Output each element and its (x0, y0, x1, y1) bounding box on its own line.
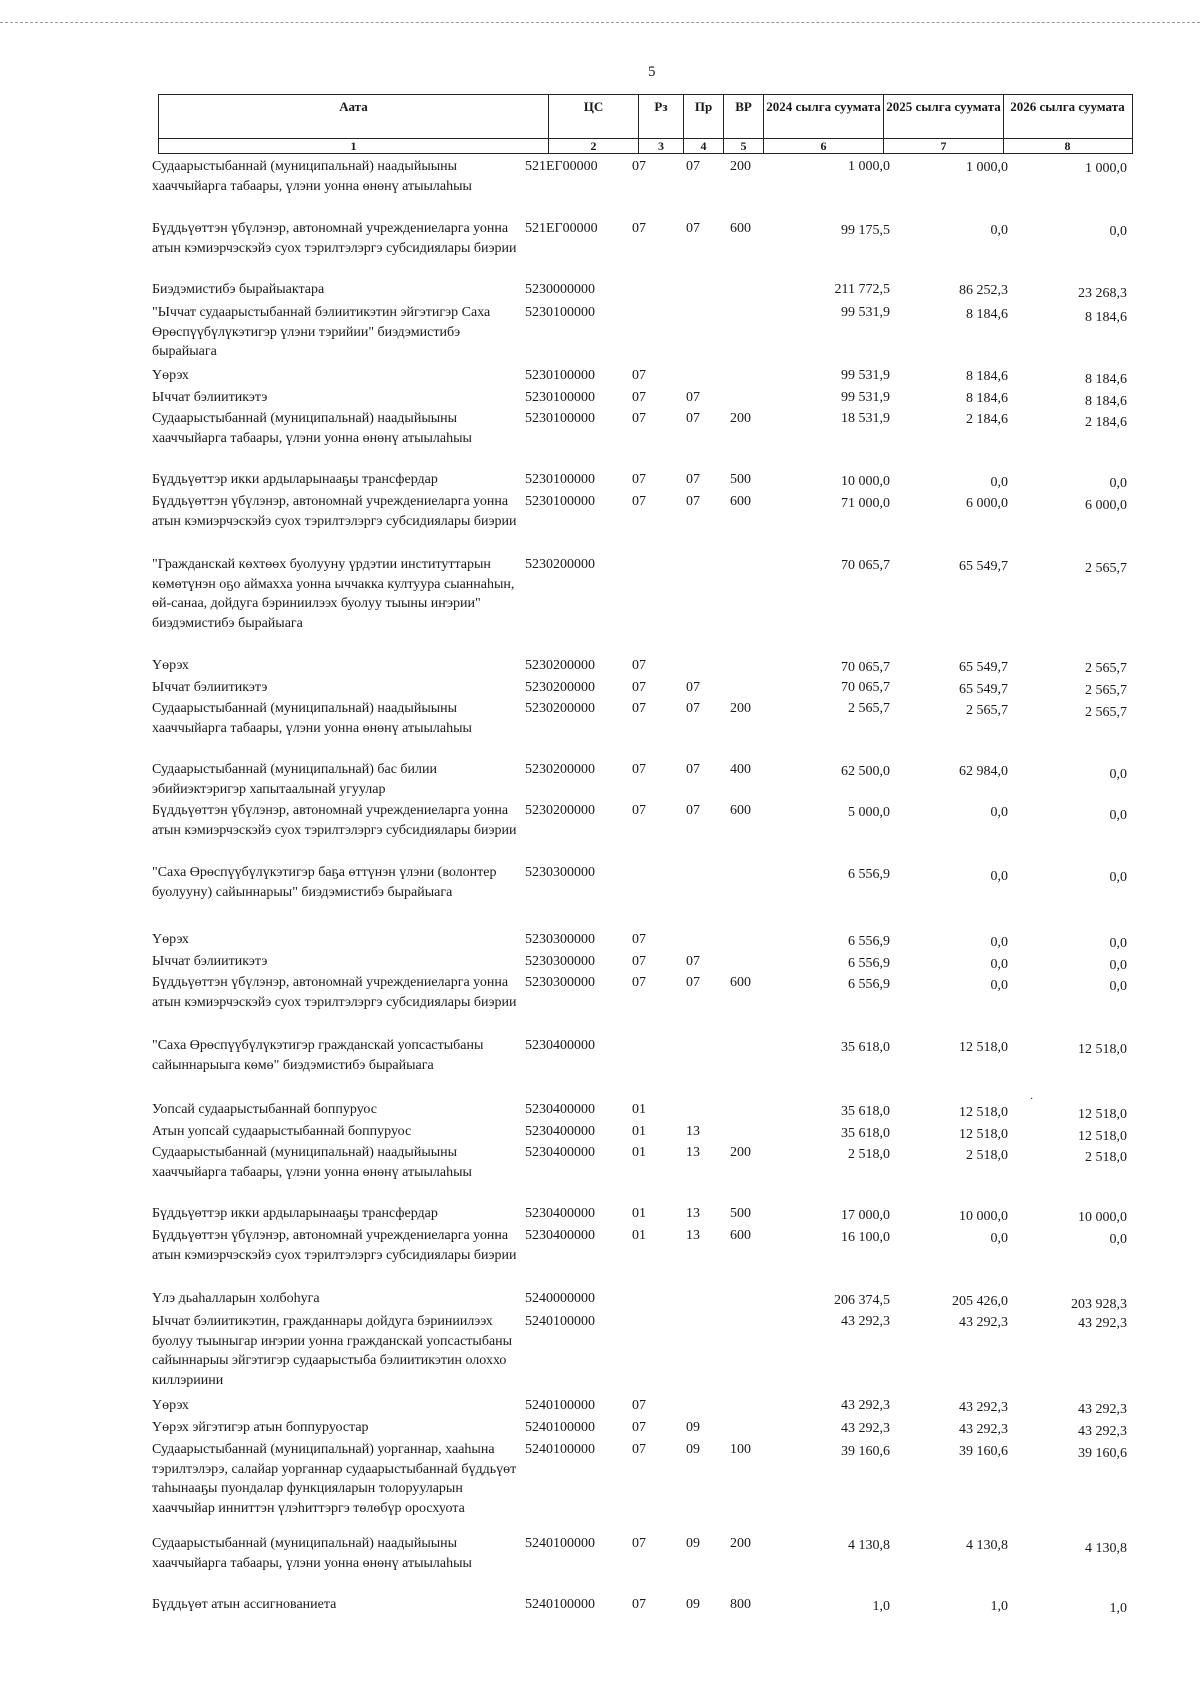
row-2025-value: 0,0 (990, 805, 1008, 820)
row-cs-cell: 5230300000 (525, 865, 595, 880)
row-rz-cell: 01 (632, 1206, 646, 1221)
row-2026-value: 1 000,0 (1085, 161, 1127, 176)
row-cs-cell: 5230200000 (525, 701, 595, 716)
row-2026-value: 10 000,0 (1078, 1210, 1127, 1225)
row-rz-cell: 07 (632, 1442, 646, 1457)
row-name-cell: "Ыччат судаарыстыбаннай бэлиитикэтин эйгэтигэр Саха Өрөспүүбүлүкэтигэр үлэни тэрийии" биэдэмистибэ бырайыага (152, 305, 491, 359)
row-2025-value: 0,0 (990, 935, 1008, 950)
row-cs-cell: 5230400000 (525, 1228, 595, 1243)
row-pr-cell: 07 (686, 975, 700, 990)
row-pr-cell: 07 (686, 680, 700, 695)
row-vr-cell: 200 (730, 411, 751, 426)
row-cs-cell: 5230100000 (525, 494, 595, 509)
row-2024-value: 2 565,7 (848, 701, 890, 716)
row-2026-value: 2 184,6 (1085, 415, 1127, 430)
row-cs-cell: 5230100000 (525, 390, 595, 405)
row-cs-cell: 5240000000 (525, 1291, 595, 1306)
row-pr-cell: 07 (686, 472, 700, 487)
row-2024-value: 70 065,7 (841, 680, 890, 695)
row-name-cell: Биэдэмистибэ бырайыактара (152, 282, 325, 297)
row-2026-value: 0,0 (1109, 224, 1127, 239)
row-pr-cell: 07 (686, 701, 700, 716)
header-col-2026: 2026 сылга суумата (1010, 99, 1125, 114)
row-rz-cell: 01 (632, 1228, 646, 1243)
row-2026-value: 0,0 (1109, 476, 1127, 491)
row-pr-cell: 07 (686, 762, 700, 777)
row-cs-cell: 5240100000 (525, 1536, 595, 1551)
row-cs-cell: 5230200000 (525, 557, 595, 572)
row-vr-cell: 500 (730, 1206, 751, 1221)
row-2025-value: 12 518,0 (959, 1105, 1008, 1120)
row-pr-cell: 13 (686, 1145, 700, 1160)
row-vr-cell: 600 (730, 803, 751, 818)
row-2026-value: 12 518,0 (1078, 1107, 1127, 1122)
row-name-cell: Судаарыстыбаннай (муниципальнай) наадыйыыны хааччыйарга табаары, үлэни уонна өнөнү атыылаhыы (152, 1145, 472, 1180)
row-2025-value: 43 292,3 (959, 1315, 1008, 1330)
row-2026-value: 0,0 (1109, 767, 1127, 782)
row-cs-cell: 5240100000 (525, 1442, 595, 1457)
row-2024-value: 6 556,9 (848, 977, 890, 992)
row-name-cell: Ыччат бэлиитикэтин, гражданнары дойдуга бэриниилээх буолуу тыыныгар иҥэрии уонна гражданскай уопсастыбаны сайыннарыы эйгэтигэр судаарыстыба бэлиитикэтин олоххо киллэриини (152, 1314, 513, 1388)
row-2026-value: 203 928,3 (1071, 1297, 1127, 1312)
row-rz-cell: 07 (632, 975, 646, 990)
header-num-8: 8 (1064, 139, 1071, 153)
row-rz-cell: 07 (632, 368, 646, 383)
row-pr-cell: 07 (686, 221, 700, 236)
row-vr-cell: 200 (730, 1145, 751, 1160)
row-2025-value: 43 292,3 (959, 1400, 1008, 1415)
row-pr-cell: 07 (686, 954, 700, 969)
row-2024-value: 2 518,0 (848, 1147, 890, 1162)
row-cs-cell: 5230400000 (525, 1145, 595, 1160)
row-2025-value: 39 160,6 (959, 1444, 1008, 1459)
row-2026-value: 2 565,7 (1085, 705, 1127, 720)
row-cs-cell: 5230400000 (525, 1102, 595, 1117)
row-name-cell: Судаарыстыбаннай (муниципальнай) наадыйыыны хааччыйарга табаары, үлэни уонна өнөнү атыылаhыы (152, 1536, 472, 1571)
row-2025-value: 12 518,0 (959, 1127, 1008, 1142)
row-pr-cell: 07 (686, 411, 700, 426)
header-col-2025: 2025 сылга суумата (884, 95, 1004, 138)
row-name-cell: "Гражданскай көхтөөх буолууну үрдэтии институттарын көмөтүнэн оҕо аймахха уонна ыччакка култуура сыаннаhын, өй-санаа, дойдуга бэриниилээх буолуу тыыны иҥэрии" биэдэмистибэ бырайыага (152, 557, 515, 631)
row-cs-cell: 5230100000 (525, 472, 595, 487)
row-name-cell: Уопсай судаарыстыбаннай боппуруос (152, 1102, 377, 1117)
header-num-3: 3 (639, 139, 684, 153)
row-cs-cell: 5240100000 (525, 1420, 595, 1435)
row-2026-value: 2 565,7 (1085, 683, 1127, 698)
row-2025-value: 86 252,3 (959, 283, 1008, 298)
row-2024-value: 6 556,9 (848, 934, 890, 949)
row-2026-value: 8 184,6 (1085, 372, 1127, 387)
row-2024-value: 43 292,3 (841, 1314, 890, 1329)
row-2024-value: 43 292,3 (841, 1421, 890, 1436)
row-2025-value: 0,0 (990, 475, 1008, 490)
row-name-cell: Судаарыстыбаннай (муниципальнай) наадыйыыны хааччыйарга табаары, үлэни уонна өнөнү атыылаhыы (152, 411, 472, 446)
row-2025-value: 12 518,0 (959, 1040, 1008, 1055)
row-2026-value: 43 292,3 (1078, 1402, 1127, 1417)
row-rz-cell: 07 (632, 701, 646, 716)
row-2026-value: 23 268,3 (1078, 286, 1127, 301)
row-2026-value: 0,0 (1109, 936, 1127, 951)
row-2025-value: 1 000,0 (966, 160, 1008, 175)
row-2024-value: 99 531,9 (841, 368, 890, 383)
row-2024-value: 99 531,9 (841, 390, 890, 405)
row-cs-cell: 5230300000 (525, 954, 595, 969)
row-pr-cell: 07 (686, 159, 700, 174)
row-cs-cell: 5230300000 (525, 932, 595, 947)
row-cs-cell: 5240100000 (525, 1597, 595, 1612)
row-vr-cell: 100 (730, 1442, 751, 1457)
row-cs-cell: 5230400000 (525, 1038, 595, 1053)
header-num-6: 6 (764, 139, 884, 153)
row-name-cell: Ыччат бэлиитикэтэ (152, 390, 268, 405)
row-2026-value: 2 518,0 (1085, 1150, 1127, 1165)
row-2026-value: 12 518,0 (1078, 1042, 1127, 1057)
row-name-cell: Бүддьүөттэн үбүлэнэр, автономнай учреждениеларга уонна атын кэмиэрчэскэйэ суох тэрилтэлэргэ субсидиялары биэрии (152, 803, 517, 838)
row-name-cell: Судаарыстыбаннай (муниципальнай) наадыйыыны хааччыйарга табаары, үлэни уонна өнөнү атыылаhыы (152, 159, 472, 194)
row-rz-cell: 07 (632, 390, 646, 405)
row-name-cell: Атын уопсай судаарыстыбаннай боппуруос (152, 1124, 412, 1139)
row-2024-value: 211 772,5 (834, 282, 890, 297)
row-cs-cell: 5230200000 (525, 680, 595, 695)
row-rz-cell: 01 (632, 1145, 646, 1160)
row-2025-value: 62 984,0 (959, 764, 1008, 779)
row-name-cell: Бүддьүөттэн үбүлэнэр, автономнай учреждениеларга уонна атын кэмиэрчэскэйэ суох тэрилтэлэргэ субсидиялары биэрии (152, 975, 517, 1010)
row-2026-value: 8 184,6 (1085, 310, 1127, 325)
row-pr-cell: 09 (686, 1597, 700, 1612)
row-name-cell: Бүддьүөттэр икки ардыларынааҕы трансфердар (152, 472, 438, 487)
header-col-rz: Рз (639, 95, 684, 138)
row-2026-value: 2 565,7 (1085, 661, 1127, 676)
row-vr-cell: 400 (730, 762, 751, 777)
row-2026-value: 43 292,3 (1078, 1316, 1127, 1331)
row-rz-cell: 01 (632, 1102, 646, 1117)
row-name-cell: "Саха Өрөспүүбүлүкэтигэр баҕа өттүнэн үлэни (волонтер буолууну) сайыннарыы" биэдэмистибэ бырайыага (152, 865, 497, 900)
row-pr-cell: 09 (686, 1536, 700, 1551)
row-2024-value: 5 000,0 (848, 805, 890, 820)
row-2026-value: 8 184,6 (1085, 394, 1127, 409)
row-2024-value: 6 556,9 (848, 956, 890, 971)
row-2024-value: 70 065,7 (841, 558, 890, 573)
row-2025-value: 65 549,7 (959, 682, 1008, 697)
row-name-cell: Бүддьүөттэн үбүлэнэр, автономнай учреждениеларга уонна атын кэмиэрчэскэйэ суох тэрилтэлэргэ субсидиялары биэрии (152, 494, 517, 529)
header-num-2: 2 (549, 139, 639, 153)
row-rz-cell: 07 (632, 1597, 646, 1612)
row-rz-cell: 07 (632, 1536, 646, 1551)
row-pr-cell: 09 (686, 1420, 700, 1435)
row-2024-value: 70 065,7 (841, 660, 890, 675)
row-name-cell: Үөрэх (152, 658, 189, 673)
header-col-name: Аата (159, 95, 549, 138)
row-cs-cell: 5230300000 (525, 975, 595, 990)
row-pr-cell: 09 (686, 1442, 700, 1457)
page-number: 5 (648, 64, 656, 80)
row-vr-cell: 600 (730, 975, 751, 990)
row-2025-value: 0,0 (990, 978, 1008, 993)
row-vr-cell: 500 (730, 472, 751, 487)
row-rz-cell: 07 (632, 954, 646, 969)
row-2025-value: 2 565,7 (966, 703, 1008, 718)
row-vr-cell: 600 (730, 494, 751, 509)
row-name-cell: Үөрэх (152, 1398, 189, 1413)
header-num-1: 1 (159, 139, 549, 153)
row-2025-value: 6 000,0 (966, 496, 1008, 511)
row-rz-cell: 07 (632, 762, 646, 777)
row-2025-value: 0,0 (990, 957, 1008, 972)
row-pr-cell: 13 (686, 1228, 700, 1243)
row-2026-value: 43 292,3 (1078, 1424, 1127, 1439)
row-2025-value: 205 426,0 (952, 1294, 1008, 1309)
row-2025-value: 0,0 (990, 223, 1008, 238)
row-2024-value: 6 556,9 (848, 867, 890, 882)
row-vr-cell: 200 (730, 1536, 751, 1551)
row-2024-value: 39 160,6 (841, 1444, 890, 1459)
row-cs-cell: 5230100000 (525, 305, 595, 320)
row-name-cell: Ыччат бэлиитикэтэ (152, 680, 268, 695)
row-name-cell: Судаарыстыбаннай (муниципальнай) наадыйыыны хааччыйарга табаары, үлэни уонна өнөнү атыылаhыы (152, 701, 472, 736)
row-cs-cell: 5230200000 (525, 762, 595, 777)
row-pr-cell: 13 (686, 1206, 700, 1221)
row-2024-value: 1 000,0 (848, 159, 890, 174)
row-name-cell: Бүддьүөттэр икки ардыларынааҕы трансфердар (152, 1206, 438, 1221)
header-col-pr: Пр (684, 95, 724, 138)
row-name-cell: Бүддьүөттэн үбүлэнэр, автономнай учреждениеларга уонна атын кэмиэрчэскэйэ суох тэрилтэлэргэ субсидиялары биэрии (152, 221, 517, 256)
row-name-cell: Үөрэх (152, 368, 189, 383)
row-rz-cell: 07 (632, 159, 646, 174)
row-2026-value: 0,0 (1109, 870, 1127, 885)
row-2026-value: 2 565,7 (1085, 561, 1127, 576)
row-2025-value: 2 184,6 (966, 412, 1008, 427)
row-2024-value: 206 374,5 (834, 1293, 890, 1308)
row-cs-cell: 5230400000 (525, 1124, 595, 1139)
row-2024-value: 99 531,9 (841, 305, 890, 320)
row-name-cell: Бүддьүөт атын ассигнованиета (152, 1597, 337, 1612)
row-2026-value: 12 518,0 (1078, 1129, 1127, 1144)
row-2024-value: 99 175,5 (841, 223, 890, 238)
scan-speck: · (1030, 1094, 1034, 1105)
row-rz-cell: 07 (632, 221, 646, 236)
row-rz-cell: 07 (632, 1420, 646, 1435)
row-name-cell: Үөрэх эйгэтигэр атын боппуруостар (152, 1420, 369, 1435)
row-name-cell: Ыччат бэлиитикэтэ (152, 954, 268, 969)
row-rz-cell: 01 (632, 1124, 646, 1139)
header-num-7: 7 (884, 139, 1004, 153)
row-rz-cell: 07 (632, 1398, 646, 1413)
row-2024-value: 1,0 (872, 1599, 890, 1614)
row-vr-cell: 600 (730, 221, 751, 236)
row-cs-cell: 5230200000 (525, 658, 595, 673)
header-col-2024: 2024 сылга суумата (764, 95, 884, 138)
row-2025-value: 65 549,7 (959, 559, 1008, 574)
row-2024-value: 35 618,0 (841, 1040, 890, 1055)
row-2024-value: 4 130,8 (848, 1538, 890, 1553)
row-2024-value: 16 100,0 (841, 1230, 890, 1245)
row-2025-value: 10 000,0 (959, 1209, 1008, 1224)
row-2026-value: 0,0 (1109, 979, 1127, 994)
row-2024-value: 35 618,0 (841, 1104, 890, 1119)
row-rz-cell: 07 (632, 494, 646, 509)
row-rz-cell: 07 (632, 658, 646, 673)
row-2025-value: 8 184,6 (966, 307, 1008, 322)
row-rz-cell: 07 (632, 803, 646, 818)
row-pr-cell: 13 (686, 1124, 700, 1139)
row-2025-value: 0,0 (990, 869, 1008, 884)
row-2024-value: 17 000,0 (841, 1208, 890, 1223)
row-rz-cell: 07 (632, 411, 646, 426)
row-name-cell: Судаарыстыбаннай (муниципальнай) бас билии эбийиэктэригэр хапытаалынай угуулар (152, 762, 438, 797)
row-2026-value: 0,0 (1109, 1232, 1127, 1247)
row-cs-cell: 5230100000 (525, 368, 595, 383)
row-pr-cell: 07 (686, 390, 700, 405)
row-2025-value: 0,0 (990, 1231, 1008, 1246)
row-rz-cell: 07 (632, 680, 646, 695)
header-col-cs: ЦС (549, 95, 639, 138)
row-cs-cell: 5230000000 (525, 282, 595, 297)
row-name-cell: Судаарыстыбаннай (муниципальнай) уорганнар, хааhына тэрилтэлэрэ, салайар уорганнар судаарыстыбаннай бүддьүөт таhынааҕы пуондалар функцияларын толорууларын хааччыйар инниттэн үлэhиттэргэ төлөбүр оросхуота (152, 1442, 517, 1516)
row-name-cell: Бүддьүөттэн үбүлэнэр, автономнай учреждениеларга уонна атын кэмиэрчэскэйэ суох тэрилтэлэргэ субсидиялары биэрии (152, 1228, 517, 1263)
header-num-5: 5 (724, 139, 764, 153)
row-2025-value: 8 184,6 (966, 391, 1008, 406)
row-vr-cell: 200 (730, 701, 751, 716)
row-vr-cell: 600 (730, 1228, 751, 1243)
row-2024-value: 18 531,9 (841, 411, 890, 426)
row-cs-cell: 521ЕГ00000 (525, 221, 598, 236)
row-cs-cell: 5230100000 (525, 411, 595, 426)
header-col-vr: ВР (724, 95, 764, 138)
row-2024-value: 62 500,0 (841, 764, 890, 779)
row-name-cell: Үөрэх (152, 932, 189, 947)
row-2025-value: 8 184,6 (966, 369, 1008, 384)
row-2025-value: 65 549,7 (959, 660, 1008, 675)
row-2025-value: 1,0 (990, 1599, 1008, 1614)
header-num-4: 4 (684, 139, 724, 153)
row-2026-value: 0,0 (1109, 958, 1127, 973)
row-name-cell: "Саха Өрөспүүбүлүкэтигэр гражданскай уопсастыбаны сайыннарыыга көмө" биэдэмистибэ бырайыага (152, 1038, 484, 1073)
row-vr-cell: 800 (730, 1597, 751, 1612)
row-2024-value: 35 618,0 (841, 1126, 890, 1141)
row-vr-cell: 200 (730, 159, 751, 174)
row-cs-cell: 5240100000 (525, 1314, 595, 1329)
row-pr-cell: 07 (686, 494, 700, 509)
row-pr-cell: 07 (686, 803, 700, 818)
row-2024-value: 10 000,0 (841, 474, 890, 489)
row-2025-value: 4 130,8 (966, 1538, 1008, 1553)
row-2024-value: 43 292,3 (841, 1398, 890, 1413)
row-2026-value: 4 130,8 (1085, 1541, 1127, 1556)
row-2026-value: 39 160,6 (1078, 1446, 1127, 1461)
row-2025-value: 43 292,3 (959, 1422, 1008, 1437)
row-2024-value: 71 000,0 (841, 496, 890, 511)
row-cs-cell: 5240100000 (525, 1398, 595, 1413)
row-name-cell: Үлэ дьаhалларын холбоhуга (152, 1291, 320, 1306)
row-cs-cell: 5230400000 (525, 1206, 595, 1221)
row-2025-value: 2 518,0 (966, 1148, 1008, 1163)
row-cs-cell: 521ЕГ00000 (525, 159, 598, 174)
row-2026-value: 0,0 (1109, 808, 1127, 823)
row-rz-cell: 07 (632, 472, 646, 487)
row-2026-value: 1,0 (1109, 1601, 1127, 1616)
row-rz-cell: 07 (632, 932, 646, 947)
row-cs-cell: 5230200000 (525, 803, 595, 818)
row-2026-value: 6 000,0 (1085, 498, 1127, 513)
